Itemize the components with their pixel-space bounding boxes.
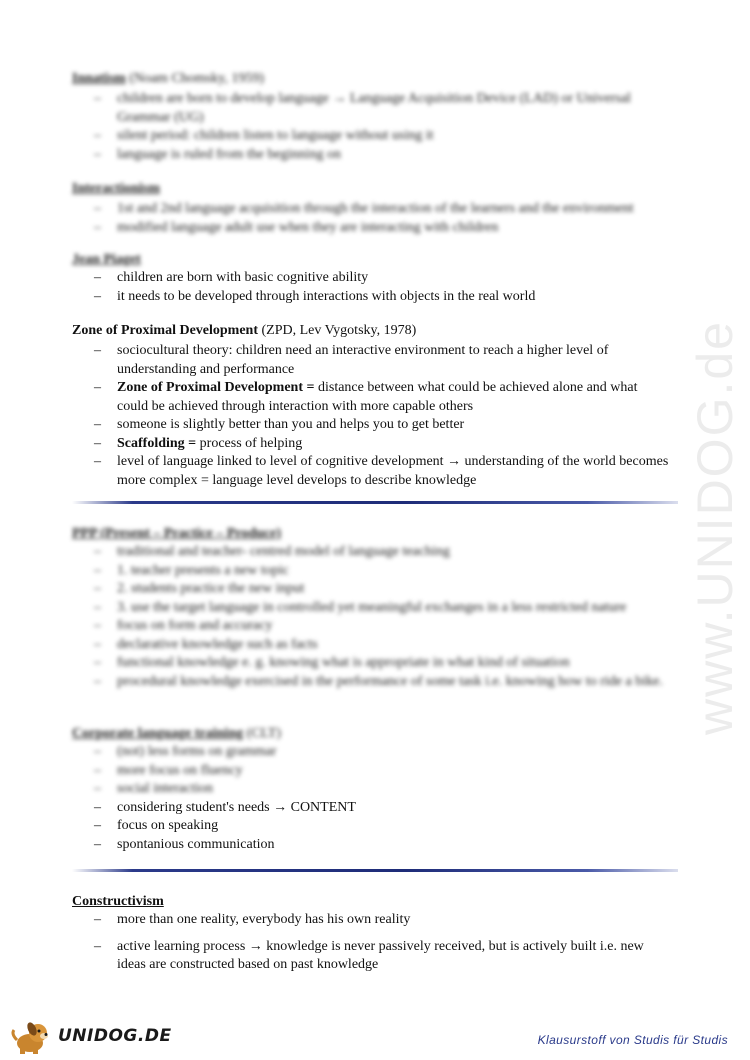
bullet-list [72, 90, 672, 164]
heading-title: Constructivism [72, 894, 164, 909]
list-item: – someone is slightly better than you and helps you to get better [72, 416, 672, 435]
section-heading [72, 322, 672, 340]
list-item: – considering student's needs → CONTENT [72, 799, 672, 818]
heading-title: Interactionism [72, 181, 160, 196]
list-item: – modified language adult use when they are interacting with children [72, 219, 672, 238]
logo-text: UNIDOG.DE [58, 1026, 172, 1046]
bullet-list [72, 200, 672, 237]
list-item: – (not) less forms on grammar [72, 743, 672, 762]
list-item: – sociocultural theory: children need an interactive environment to reach a higher level of understanding and performance [72, 342, 672, 379]
section-heading [72, 70, 672, 88]
section-heading [72, 893, 672, 911]
list-item: – language is ruled from the beginning on [72, 146, 672, 165]
section-ppp [72, 525, 672, 691]
section-heading [72, 180, 672, 198]
term-definition: process of helping [196, 435, 303, 451]
bullet-list [72, 911, 672, 975]
section-zpd [72, 322, 672, 490]
list-item: – spontanious communication [72, 836, 672, 855]
bullet-list [72, 269, 672, 306]
list-item: – functional knowledge e. g. knowing what is appropriate in what kind of situation [72, 654, 672, 673]
bullet-list [72, 342, 672, 490]
list-item [72, 435, 672, 454]
section-heading [72, 251, 672, 269]
list-item: – declarative knowledge such as facts [72, 636, 672, 655]
list-item: – silent period: children listen to language without using it [72, 127, 672, 146]
list-item [72, 379, 672, 416]
section-constructivism [72, 893, 672, 975]
list-item: – active learning process → knowledge is never passively received, but is actively built i.e. new ideas are constructed based on past knowledge [72, 938, 672, 975]
list-item: – social interaction [72, 780, 672, 799]
list-item: – procedural knowledge exercised in the performance of some task i.e. knowing how to ride a bike. [72, 673, 672, 692]
section-interactionism [72, 180, 672, 237]
term-definition: distance between what could be achieved alone and what could be achieved through interaction with more capable others [117, 380, 638, 414]
heading-title: Corporate language training [72, 726, 244, 741]
list-item: – 3. use the target language in controlled yet meaningful exchanges in a less restricted nature [72, 599, 672, 618]
heading-title: Jean Piaget [72, 252, 141, 267]
heading-meta: (Noam Chomsky, 1959) [125, 71, 264, 86]
list-item: – 2. students practice the new input [72, 580, 672, 599]
heading-meta: (ZPD, Lev Vygotsky, 1978) [258, 323, 417, 338]
section-divider [72, 501, 678, 504]
list-item: – traditional and teacher- centred model of language teaching [72, 543, 672, 562]
term-bold: Scaffolding = [117, 435, 197, 451]
heading-title: PPP (Present – Practice – Produce) [72, 526, 282, 541]
dog-icon [8, 1016, 58, 1056]
unidog-logo[interactable] [8, 1016, 172, 1056]
section-heading [72, 725, 672, 743]
list-item: – it needs to be developed through interactions with objects in the real world [72, 288, 672, 307]
list-item: – more focus on fluency [72, 762, 672, 781]
section-innatism [72, 70, 672, 164]
list-item: – more than one reality, everybody has his own reality [72, 911, 672, 930]
footer-tagline: Klausurstoff von Studis für Studis [537, 1033, 728, 1047]
heading-title: Zone of Proximal Development [72, 323, 258, 338]
bullet-list [72, 743, 672, 854]
heading-title: Innatism [72, 71, 126, 86]
section-clt [72, 725, 672, 854]
list-item: – focus on form and accuracy [72, 617, 672, 636]
section-divider [72, 869, 678, 872]
list-item: – children are born to develop language → Language Acquisition Device (LAD) or Universal Grammar (UG) [72, 90, 672, 127]
list-item: – level of language linked to level of cognitive development → understanding of the world becomes more complex = language level develops to describe knowledge [72, 453, 672, 490]
list-item: – children are born with basic cognitive ability [72, 269, 672, 288]
watermark: www.UNIDOG.de [687, 320, 743, 735]
heading-meta: (CLT) [243, 726, 282, 741]
list-item: – focus on speaking [72, 817, 672, 836]
section-piaget [72, 251, 672, 306]
term-bold: Zone of Proximal Development = [117, 380, 315, 395]
list-item: – 1st and 2nd language acquisition through the interaction of the learners and the environment [72, 200, 672, 219]
list-item: – 1. teacher presents a new topic [72, 562, 672, 581]
section-heading [72, 525, 672, 543]
bullet-list [72, 543, 672, 691]
